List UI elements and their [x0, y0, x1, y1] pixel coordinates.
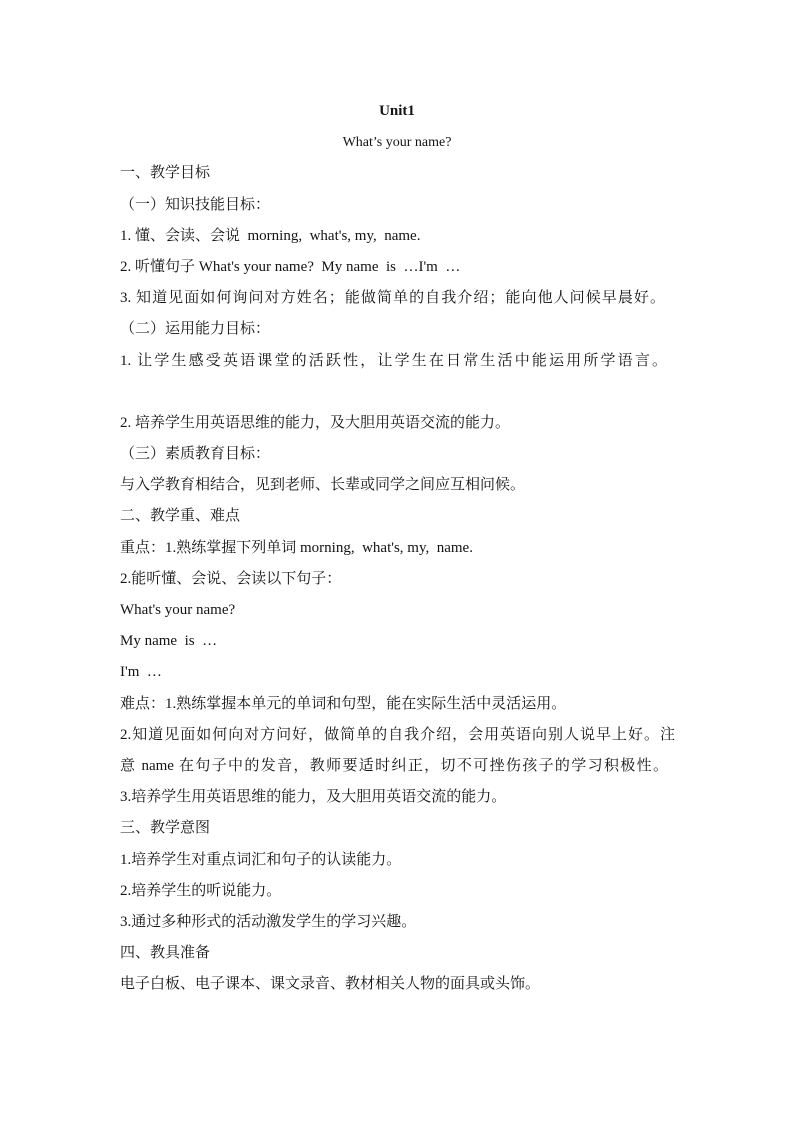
intent-line: 3.通过多种形式的活动激发学生的学习兴趣。	[120, 913, 417, 930]
materials-line: 电子白板、电子课本、课文录音、教材相关人物的面具或头饰。	[120, 976, 541, 993]
knowledge-item: 3. 知道见面如何询问对方姓名；能做简单的自我介绍；能向他人问候早晨好。	[120, 290, 665, 307]
example-sentence: I'm …	[120, 664, 162, 681]
intent-line: 2.培养学生的听说能力。	[120, 882, 282, 899]
document-body	[120, 96, 676, 1000]
subsection-heading-ability: （二）运用能力目标：	[120, 321, 271, 338]
section-heading-intent: 三、教学意图	[120, 820, 211, 837]
subsection-heading-knowledge: （一）知识技能目标：	[120, 196, 271, 213]
key-points-line: 2.知道见面如何向对方问好，做简单的自我介绍，会用英语向别人说早上好。注	[120, 726, 675, 743]
knowledge-item: 2. 听懂句子 What's your name? My name is …I'm …	[120, 258, 461, 275]
example-sentence: My name is …	[120, 633, 218, 650]
document-title: Unit1	[379, 103, 415, 119]
document-subtitle: What’s your name?	[342, 135, 452, 151]
section-heading-objectives: 一、教学目标	[120, 165, 211, 182]
key-points-line: 难点：1.熟练掌握本单元的单词和句型，能在实际生活中灵活运用。	[120, 695, 567, 712]
ability-item: 1. 让学生感受英语课堂的活跃性，让学生在日常生活中能运用所学语言。	[120, 352, 667, 369]
example-sentence: What's your name?	[120, 602, 236, 618]
key-points-line: 重点：1.熟练掌握下列单词 morning, what's, my, name.	[120, 539, 473, 556]
intent-line: 1.培养学生对重点词汇和句子的认读能力。	[120, 851, 402, 868]
knowledge-item: 1. 懂、会读、会说 morning, what's, my, name.	[120, 227, 421, 244]
quality-item: 与入学教育相结合，见到老师、长辈或同学之间应互相问候。	[120, 477, 526, 494]
ability-item: 2. 培养学生用英语思维的能力，及大胆用英语交流的能力。	[120, 414, 511, 431]
key-points-line: 3.培养学生用英语思维的能力，及大胆用英语交流的能力。	[120, 789, 507, 806]
section-heading-key-points: 二、教学重、难点	[120, 508, 241, 525]
key-points-line: 意 name 在句子中的发音，教师要适时纠正，切不可挫伤孩子的学习积极性。	[120, 757, 668, 774]
blank-line	[120, 377, 676, 408]
key-points-line: 2.能听懂、会说、会读以下句子：	[120, 570, 342, 587]
section-heading-materials: 四、教具准备	[120, 945, 211, 962]
subsection-heading-quality: （三）素质教育目标：	[120, 446, 271, 463]
